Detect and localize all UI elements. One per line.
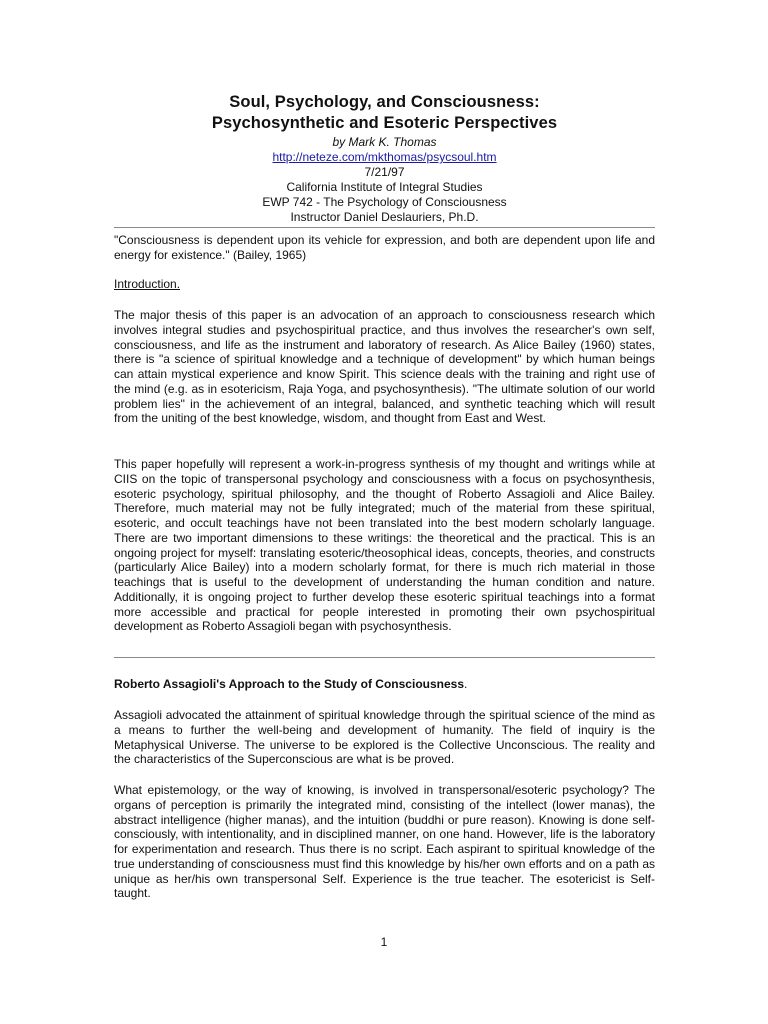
section-2-heading-punct: .: [464, 677, 468, 691]
section-2-paragraph-2: [114, 783, 655, 901]
institution-line: California Institute of Integral Studies: [286, 180, 483, 194]
introduction-paragraph-1: [114, 308, 655, 426]
introduction-paragraph-2: [114, 457, 655, 634]
epigraph: [114, 233, 655, 263]
instructor-line: Instructor Daniel Deslauriers, Ph.D.: [290, 210, 479, 224]
paragraph-text: What epistemology, or the way of knowing, is involved in transpersonal/esoteric psychology? The organs of perception is primarily the integrated mind, consisting of the intellect (lower manas), the abstract intelligence (higher manas), and the intuition (buddhi or pure reason). Knowing is done self-consciously, with intentionality, and in disciplined manner, on one hand. However, life is the laboratory for experimentation and research. Thus there is no script. Each aspirant to spiritual knowledge of the true understanding of consciousness must find this knowledge by his/her own efforts and on a path as unique as her/his own transpersonal Self. Experience is the true teacher. The esotericist is Self-taught.: [114, 783, 655, 901]
title-line-2: Psychosynthetic and Esoteric Perspectives: [211, 114, 558, 132]
date-line: 7/21/97: [364, 165, 405, 179]
paragraph-text: Assagioli advocated the attainment of spiritual knowledge through the spiritual science of the mind as a means to further the well-being and development of humanity. The field of inquiry is the Metaphysical Universe. The universe to be explored is the Collective Unconscious. The reality and the characteristics of the Superconscious are what is be proved.: [114, 708, 655, 767]
section-divider: [114, 657, 655, 658]
paragraph-text: The major thesis of this paper is an advocation of an approach to consciousness research which involves integral studies and psychospiritual practice, and thus involves the researcher's own self, consciousness, and life as the instrument and laboratory of research. As Alice Bailey (1960) states, there is "a science of spiritual knowledge and a technique of development" by which human beings can attain mystical experience and know Spirit. This science deals with the training and right use of the mind (e.g. as in esotericism, Raja Yoga, and psychosynthesis). "The ultimate solution of our world problem lies" in the achievement of an integral, balanced, and synthetic teaching which will result from the uniting of the best knowledge, wisdom, and thought from East and West.: [114, 308, 655, 426]
author-line: by Mark K. Thomas: [332, 135, 437, 149]
paragraph-text: This paper hopefully will represent a work-in-progress synthesis of my thought and writings while at CIIS on the topic of transpersonal psychology and consciousness with a focus on psychosynthesis, esoteric psychology, spiritual philosophy, and the thought of Roberto Assagioli and Alice Bailey. Therefore, much material may not be fully integrated; much of the material from these spiritual, esoteric, and occult teachings have not been translated into the best modern scholarly language. There are two important dimensions to these writings: the theoretical and the practical. This is an ongoing project for myself: translating esoteric/theosophical ideas, concepts, theories, and constructs (particularly Alice Bailey) into a modern scholarly format, for there is much rich material in those teachings that is useful to the development of understanding the human condition and nature. Additionally, it is ongoing project to further develop these esoteric spiritual teachings into a format more accessible and practical for people interested in promoting their own psychospiritual development as Roberto Assagioli began with psychosynthesis.: [114, 457, 655, 634]
course-line: EWP 742 - The Psychology of Consciousness: [262, 195, 507, 209]
section-2-heading-text: Roberto Assagioli's Approach to the Study of Consciousness: [114, 677, 465, 691]
page-number: 1: [380, 935, 388, 949]
epigraph-text: "Consciousness is dependent upon its vehicle for expression, and both are dependent upon life and energy for existence." (Bailey, 1965): [114, 233, 655, 262]
section-2-heading: [114, 677, 655, 692]
section-2-paragraph-1: [114, 708, 655, 767]
source-url-link[interactable]: http://neteze.com/mkthomas/psycsoul.htm: [272, 150, 497, 164]
header-divider: [114, 227, 655, 228]
introduction-heading-text: Introduction.: [114, 277, 181, 291]
title-line-1: Soul, Psychology, and Consciousness:: [229, 93, 540, 111]
document-header: [114, 92, 655, 225]
introduction-heading: [114, 277, 655, 292]
